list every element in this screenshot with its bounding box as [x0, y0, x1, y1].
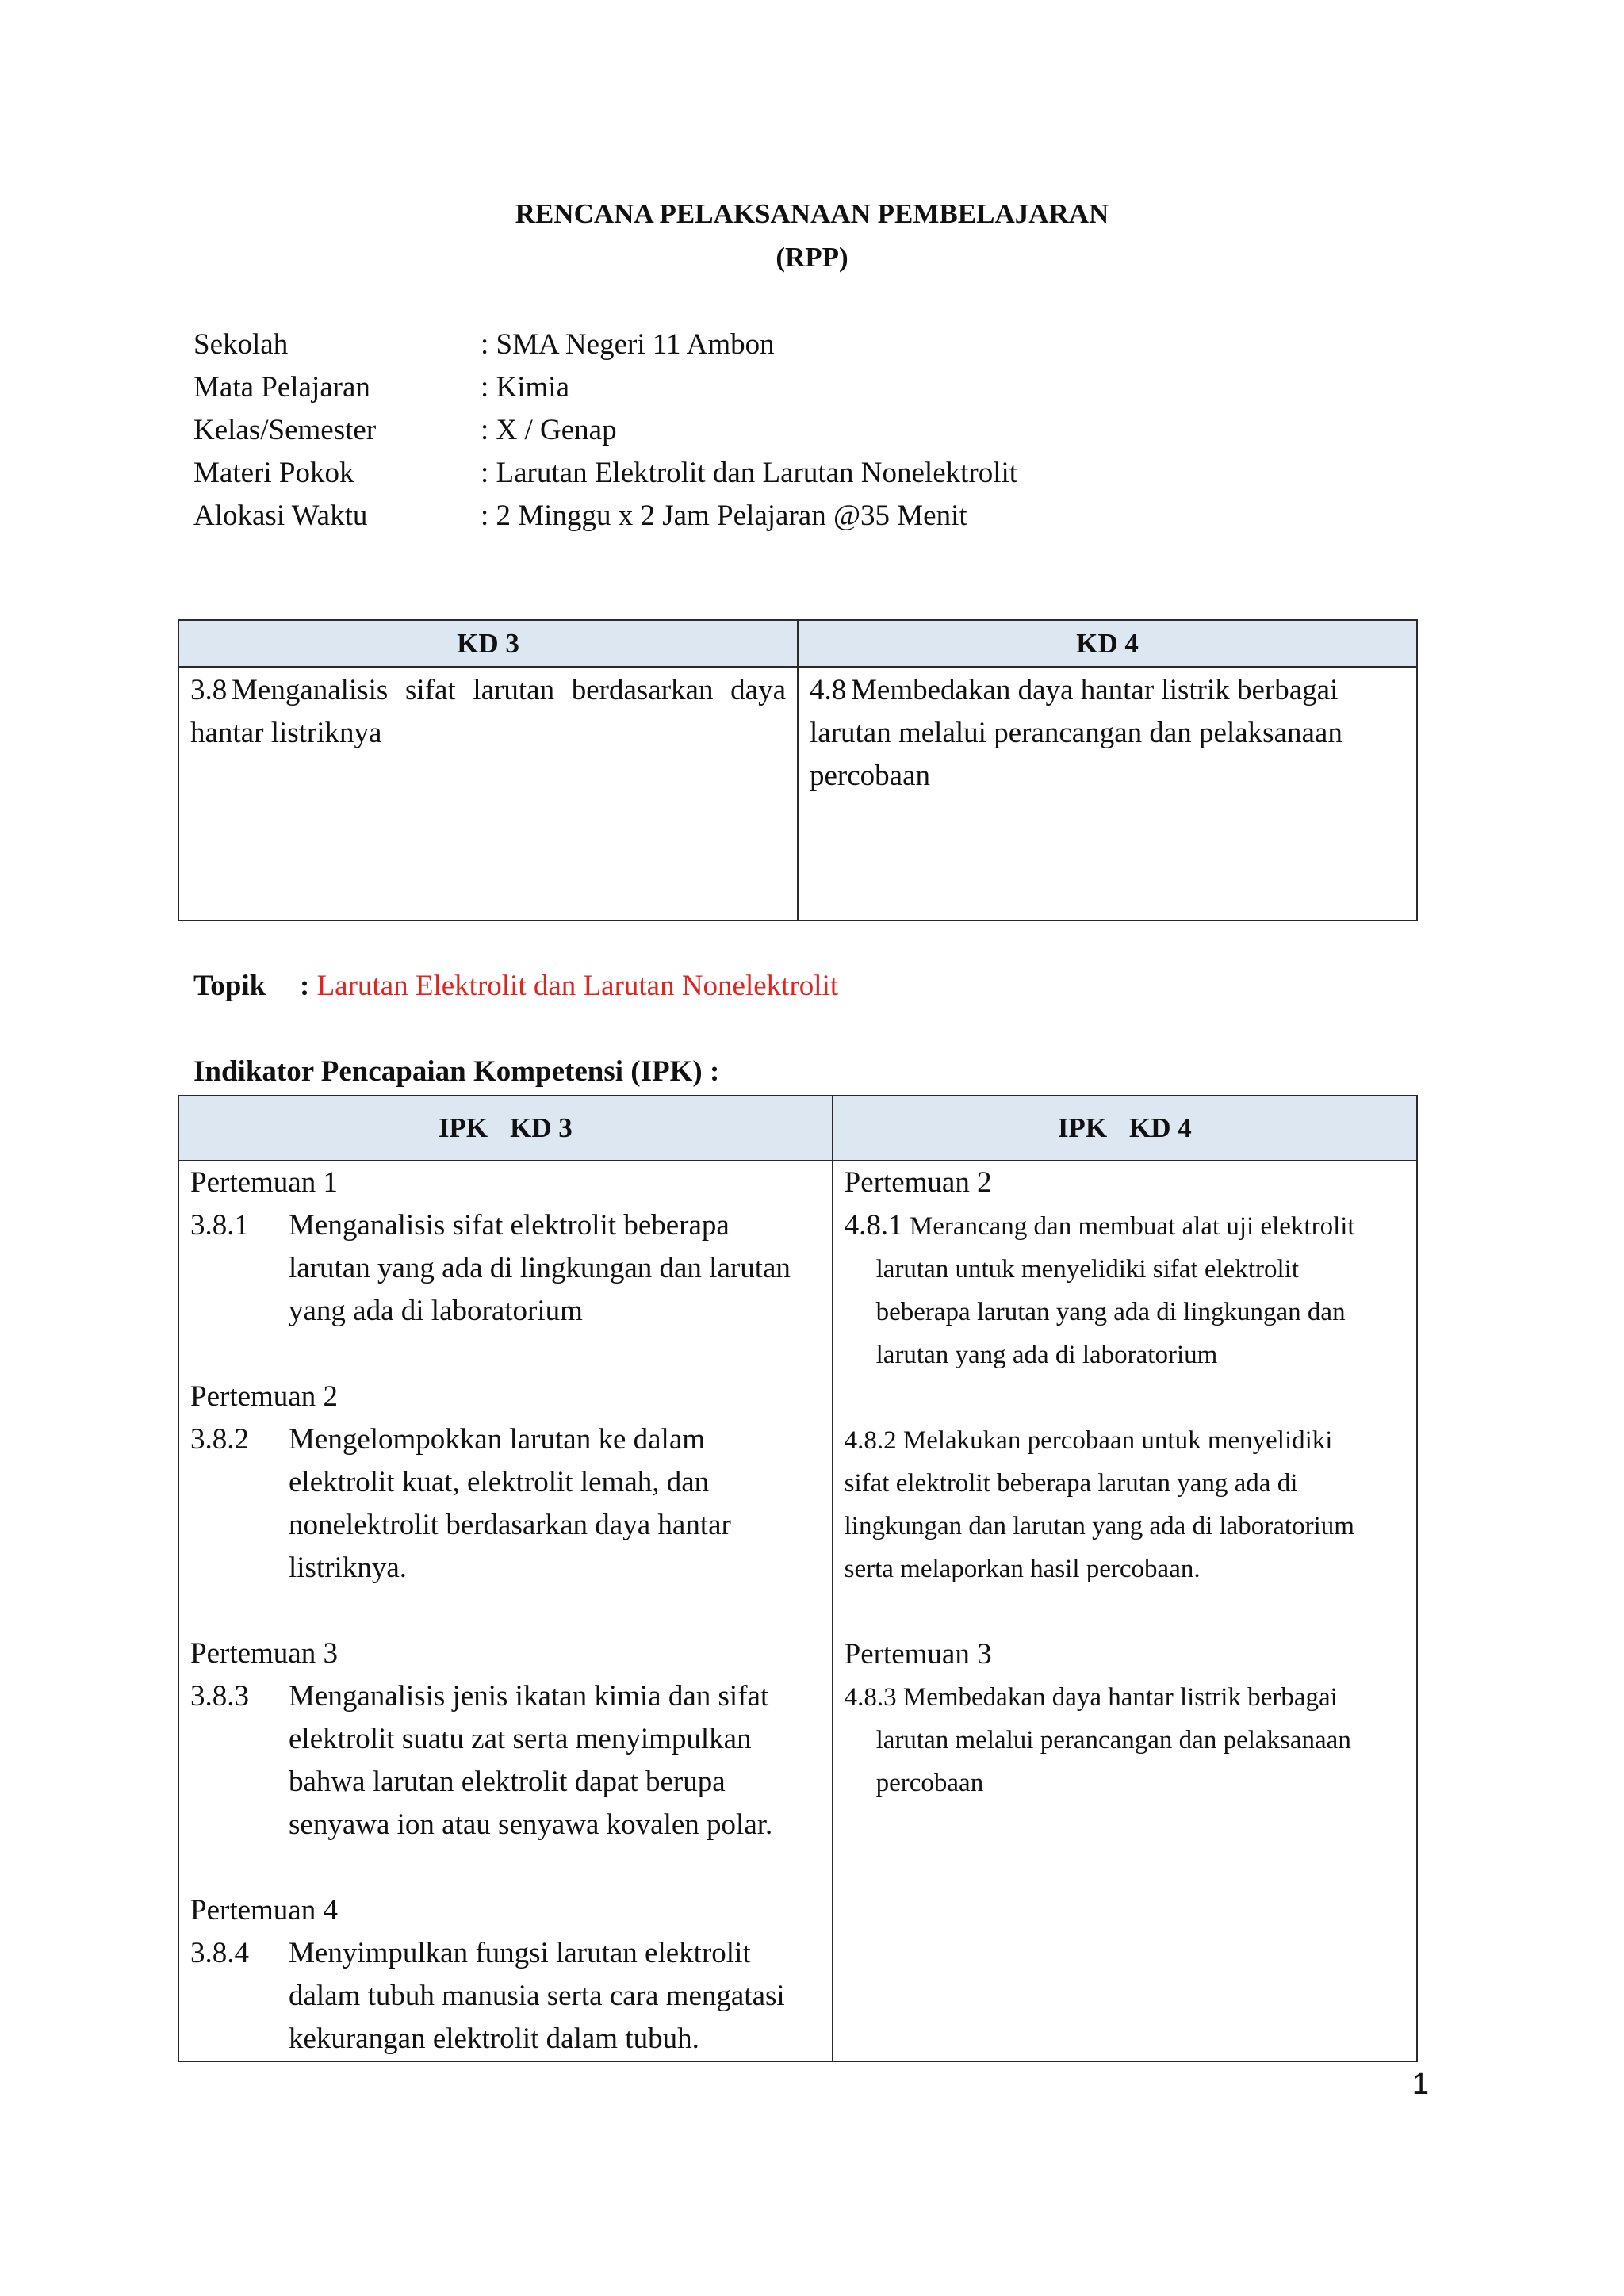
kd3-header: KD 3 [178, 620, 798, 667]
info-row-kelas-semester [193, 409, 1017, 452]
indicator-item [190, 1932, 821, 2061]
meeting-label: Pertemuan 1 [190, 1166, 338, 1199]
info-block [193, 323, 1017, 538]
info-value: : Kimia [481, 371, 570, 404]
indicator-item [190, 1418, 821, 1590]
indicator-line: serta melaporkan hasil percobaan. [844, 1555, 1201, 1583]
ipk-heading: Indikator Pencapaian Kompetensi (IPK) : [193, 1055, 720, 1088]
indicator-number: 3.8.2 [190, 1423, 249, 1456]
topic-colon: : [300, 970, 310, 1002]
meeting-label: Pertemuan 4 [190, 1894, 338, 1927]
indicator-number: 3.8.3 [190, 1680, 249, 1712]
indicator-number: 4.8.2 [844, 1426, 897, 1455]
indicator-line: nonelektrolit berdasarkan daya hantar [289, 1509, 731, 1541]
info-label: Alokasi Waktu [193, 499, 368, 532]
ipk-header-kd: KD 3 [510, 1112, 573, 1143]
ipk-header-kd: KD 4 [1129, 1112, 1192, 1143]
indicator-line: percobaan [875, 1769, 984, 1797]
indicator-line: larutan yang ada di laboratorium [875, 1341, 1218, 1369]
indicator-item [190, 1204, 821, 1333]
indicator-item [845, 1676, 1405, 1804]
indicator-number: 3.8.1 [190, 1209, 249, 1242]
kd4-text: Membedakan daya hantar listrik berbagai larutan melalui perancangan dan pelaksanaan percobaan [810, 674, 1342, 792]
ipk-header-label: IPK [1057, 1112, 1108, 1143]
meeting-label: Pertemuan 3 [190, 1637, 338, 1670]
info-label: Mata Pelajaran [193, 371, 370, 404]
indicator-line: Menganalisis jenis ikatan kimia dan sifat [289, 1680, 769, 1712]
document-title: RENCANA PELAKSANAAN PEMBELAJARAN [515, 198, 1109, 229]
indicator-line: listriknya. [289, 1552, 408, 1584]
indicator-number: 3.8.4 [190, 1937, 249, 1969]
indicator-line: larutan untuk menyelidiki sifat elektrolit [875, 1255, 1299, 1284]
indicator-line: larutan melalui perancangan dan pelaksanaan [875, 1726, 1351, 1755]
page-number: 1 [1411, 2068, 1429, 2101]
ipk-header-label: IPK [438, 1112, 488, 1143]
indicator-line: lingkungan dan larutan yang ada di laboratorium [844, 1512, 1354, 1540]
info-value: : Larutan Elektrolit dan Larutan Nonelektrolit [481, 457, 1018, 489]
kd3-text: Menganalisis sifat larutan berdasarkan daya hantar listriknya [190, 674, 786, 749]
indicator-line: senyawa ion atau senyawa kovalen polar. [289, 1808, 773, 1841]
info-row-alokasi-waktu [193, 495, 1017, 538]
info-value: : X / Genap [481, 414, 617, 446]
indicator-line: bahwa larutan elektrolit dapat berupa [289, 1766, 726, 1798]
indicator-line: elektrolit suatu zat serta menyimpulkan [289, 1723, 752, 1755]
indicator-number: 4.8.1 [844, 1209, 903, 1242]
indicator-line: kekurangan elektrolit dalam tubuh. [289, 2022, 699, 2055]
info-label: Materi Pokok [193, 457, 354, 489]
meeting-label: Pertemuan 3 [844, 1638, 992, 1670]
ipk-table [178, 1095, 1418, 2062]
topic-value: Larutan Elektrolit dan Larutan Nonelektrolit [316, 970, 839, 1002]
ipk-kd3-cell [178, 1161, 833, 2061]
indicator-line: beberapa larutan yang ada di lingkungan dan [875, 1298, 1346, 1326]
indicator-line: Melakukan percobaan untuk menyelidiki [902, 1426, 1333, 1455]
indicator-line: Mengelompokkan larutan ke dalam [289, 1423, 706, 1456]
indicator-line: elektrolit kuat, elektrolit lemah, dan [289, 1466, 710, 1498]
info-row-mata-pelajaran [193, 366, 1017, 409]
topic-label: Topik [193, 970, 266, 1002]
info-value: : SMA Negeri 11 Ambon [481, 328, 775, 361]
info-row-materi-pokok [193, 452, 1017, 495]
kd4-cell [798, 667, 1417, 920]
document-subtitle: (RPP) [776, 242, 848, 273]
ipk-kd4-cell [833, 1161, 1417, 2061]
info-label: Kelas/Semester [193, 414, 377, 446]
indicator-item [845, 1204, 1405, 1376]
meeting-label: Pertemuan 2 [190, 1380, 338, 1413]
meeting-label: Pertemuan 2 [844, 1166, 992, 1199]
indicator-item [845, 1419, 1405, 1590]
indicator-item [190, 1675, 821, 1846]
kd3-number: 3.8 [190, 674, 228, 706]
indicator-line: Menyimpulkan fungsi larutan elektrolit [289, 1937, 751, 1969]
indicator-line: Merancang dan membuat alat uji elektrolit [909, 1212, 1355, 1241]
info-row-sekolah [193, 323, 1017, 366]
kd4-header: KD 4 [798, 620, 1417, 667]
kd4-number: 4.8 [810, 674, 847, 706]
topic-line [193, 969, 838, 1003]
info-value: : 2 Minggu x 2 Jam Pelajaran @35 Menit [481, 499, 967, 532]
ipk-kd4-header [833, 1096, 1417, 1161]
indicator-line: Membedakan daya hantar listrik berbagai [902, 1683, 1338, 1712]
indicator-number: 4.8.3 [844, 1683, 897, 1712]
ipk-kd3-header [178, 1096, 833, 1161]
indicator-line: dalam tubuh manusia serta cara mengatasi [289, 1980, 785, 2012]
indicator-line: sifat elektrolit beberapa larutan yang ada di [844, 1469, 1298, 1498]
kd-table [178, 619, 1418, 921]
indicator-line: larutan yang ada di lingkungan dan larutan [289, 1252, 791, 1284]
kd3-cell [178, 667, 798, 920]
indicator-line: yang ada di laboratorium [289, 1295, 583, 1327]
indicator-line: Menganalisis sifat elektrolit beberapa [289, 1209, 730, 1242]
info-label: Sekolah [193, 328, 289, 361]
